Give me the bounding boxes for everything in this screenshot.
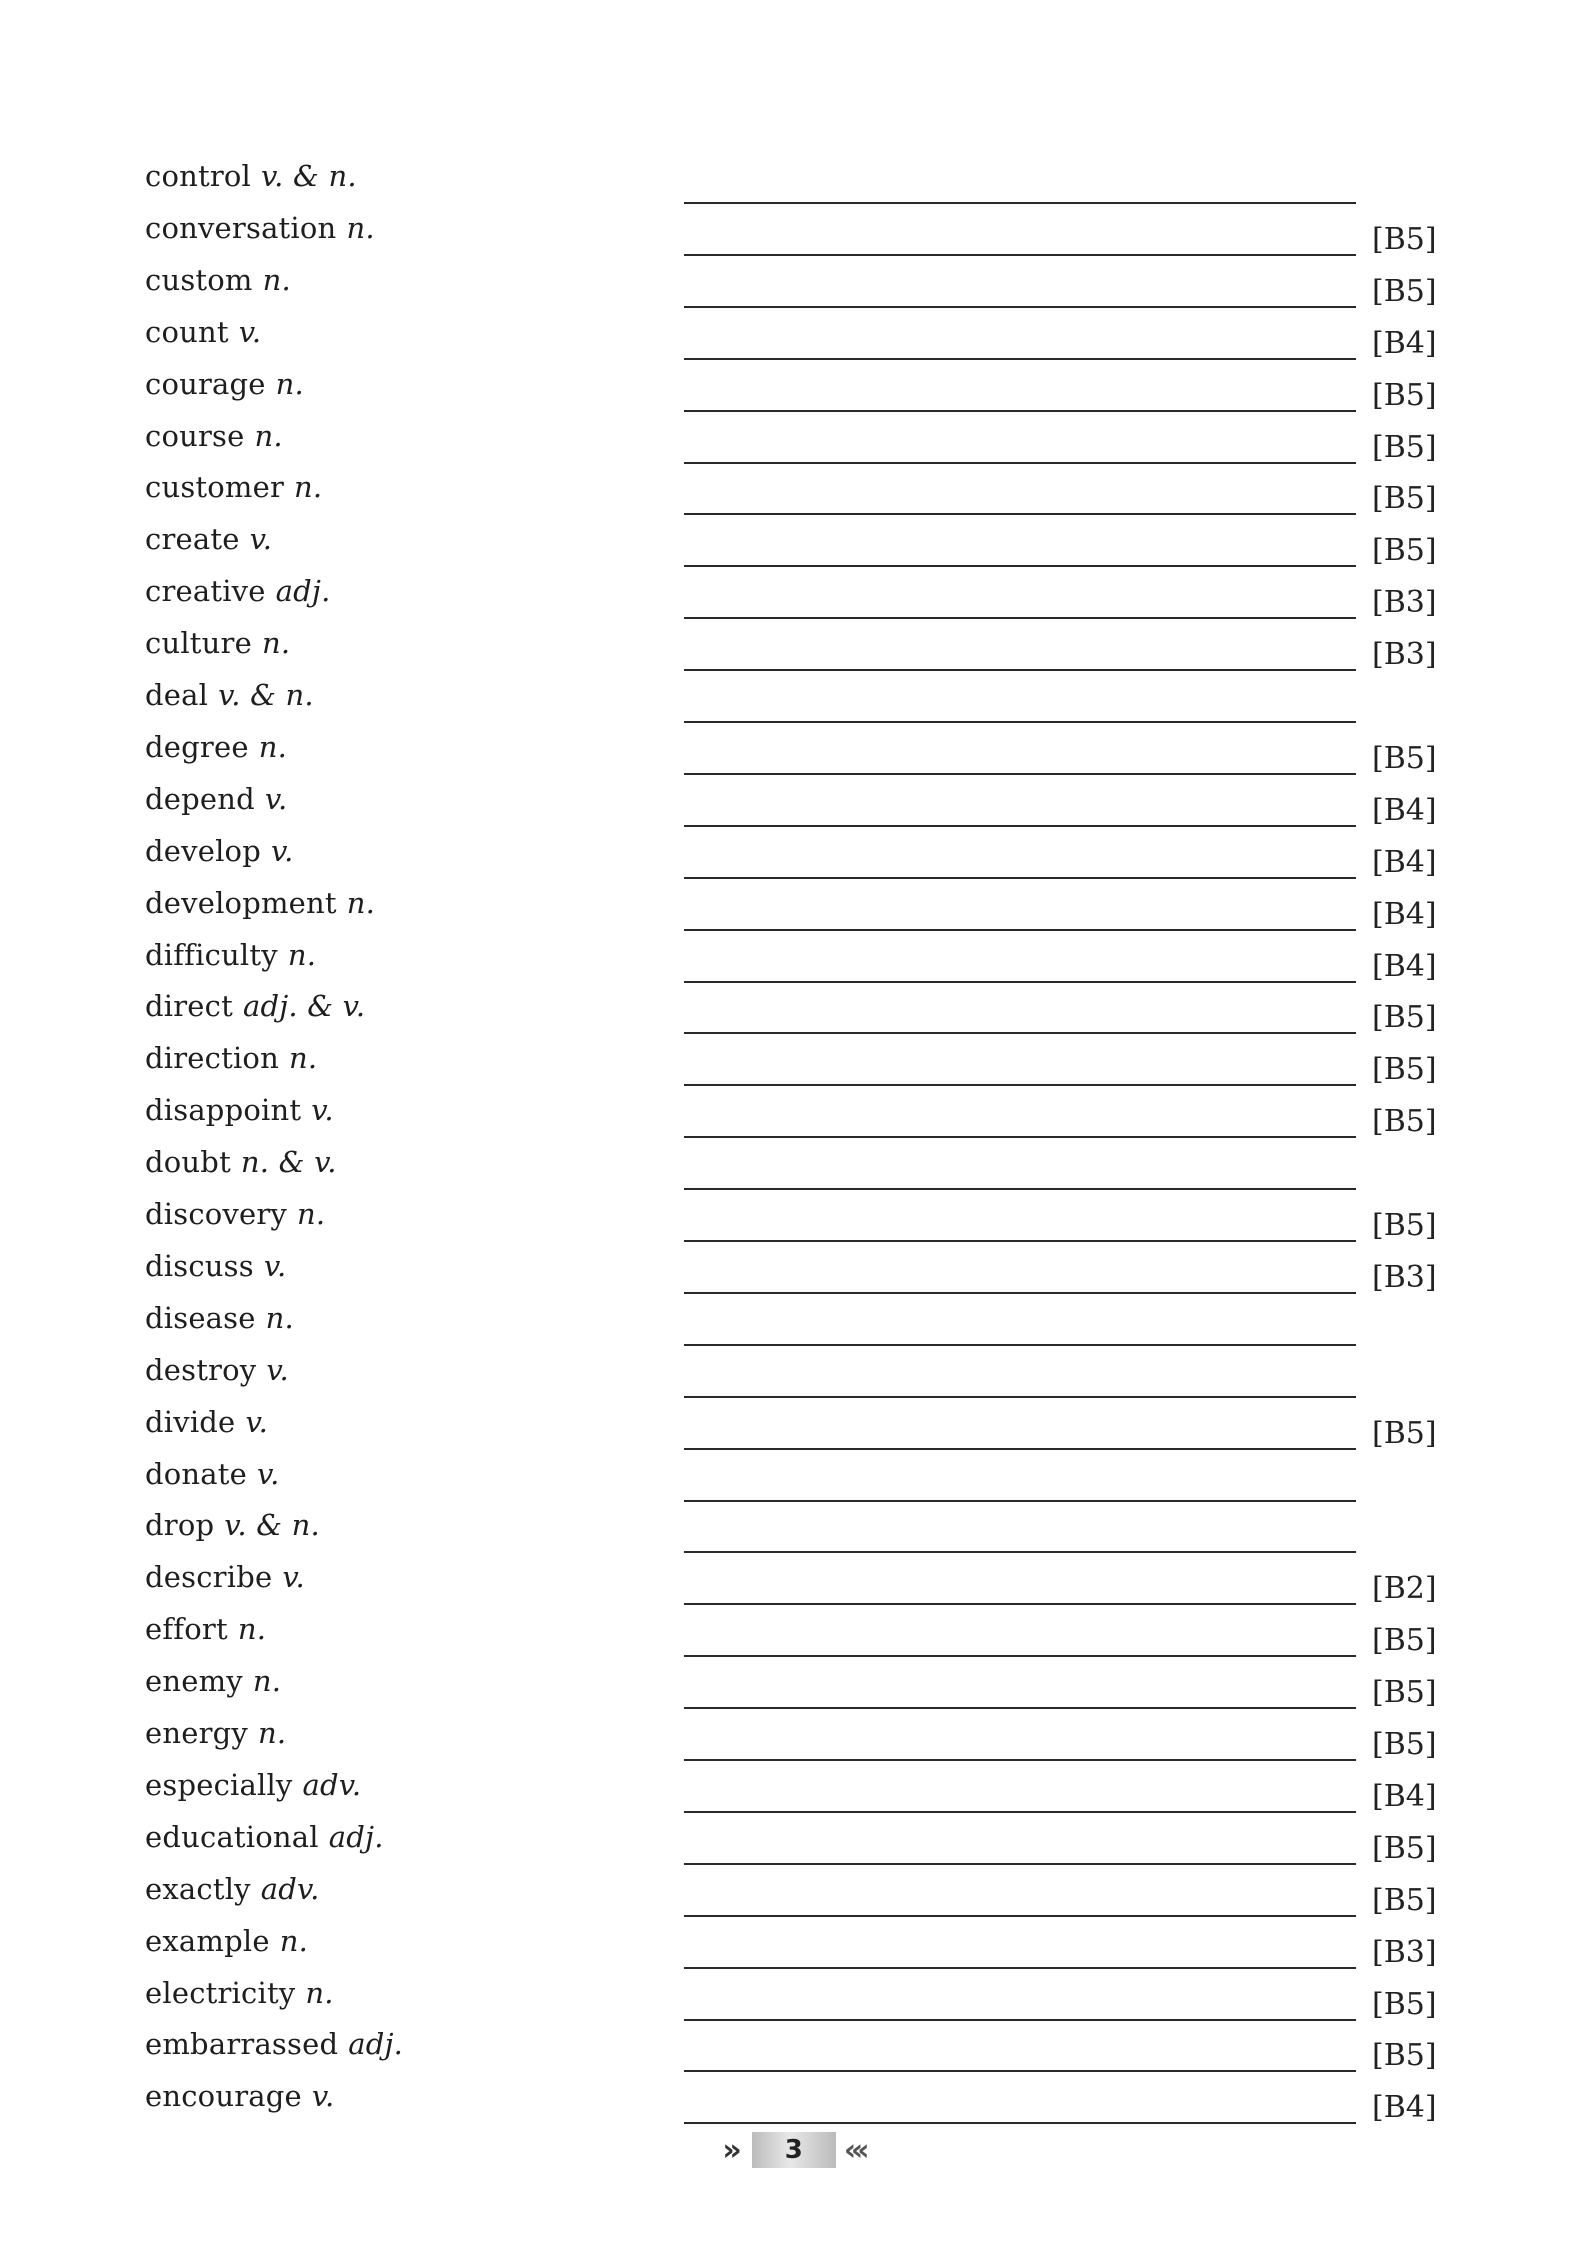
vocab-word: customer	[145, 470, 285, 505]
vocab-entry	[145, 156, 357, 196]
answer-blank-line[interactable]	[684, 462, 1356, 464]
level-tag: [B5]	[1372, 1052, 1437, 1088]
vocab-entry	[145, 675, 314, 715]
vocab-word: courage	[145, 366, 266, 401]
vocab-entry	[145, 831, 294, 871]
part-of-speech: n.	[294, 470, 323, 505]
vocab-word: educational	[145, 1819, 319, 1854]
level-tag: [B5]	[1372, 377, 1437, 413]
level-tag: [B5]	[1372, 221, 1437, 257]
part-of-speech: adj.	[328, 1819, 384, 1854]
vocab-row	[0, 1090, 1586, 1142]
part-of-speech: n.	[346, 210, 375, 245]
vocab-word: custom	[145, 262, 253, 297]
answer-blank-line[interactable]	[684, 1084, 1356, 1086]
vocab-word: conversation	[145, 210, 337, 245]
vocab-row	[0, 1402, 1586, 1454]
vocab-row	[0, 1454, 1586, 1506]
answer-blank-line[interactable]	[684, 410, 1356, 412]
vocab-row	[0, 1142, 1586, 1194]
part-of-speech: adj. & v.	[242, 989, 366, 1024]
answer-blank-line[interactable]	[684, 1032, 1356, 1034]
level-tag: [B5]	[1372, 273, 1437, 309]
level-tag: [B4]	[1372, 792, 1437, 828]
vocab-word: drop	[145, 1508, 215, 1543]
answer-blank-line[interactable]	[684, 2122, 1356, 2124]
vocab-word: creative	[145, 574, 266, 609]
level-tag: [B4]	[1372, 325, 1437, 361]
vocab-row	[0, 467, 1586, 519]
vocab-entry	[145, 467, 322, 507]
vocab-row	[0, 1194, 1586, 1246]
vocab-row	[0, 623, 1586, 675]
level-tag: [B4]	[1372, 896, 1437, 932]
vocab-row	[0, 260, 1586, 312]
level-tag: [B5]	[1372, 1882, 1437, 1918]
answer-blank-line[interactable]	[684, 877, 1356, 879]
answer-blank-line[interactable]	[684, 202, 1356, 204]
vocab-word: course	[145, 418, 245, 453]
answer-blank-line[interactable]	[684, 2070, 1356, 2072]
vocab-row	[0, 1298, 1586, 1350]
vocab-word: culture	[145, 626, 252, 661]
vocab-word: destroy	[145, 1352, 257, 1387]
vocab-row	[0, 1350, 1586, 1402]
part-of-speech: v.	[311, 1093, 334, 1128]
vocab-entry	[145, 519, 272, 559]
part-of-speech: n.	[275, 366, 304, 401]
answer-blank-line[interactable]	[684, 1655, 1356, 1657]
vocab-entry	[145, 986, 365, 1026]
vocab-row	[0, 1973, 1586, 2025]
answer-blank-line[interactable]	[684, 1967, 1356, 1969]
vocab-entry	[145, 208, 375, 248]
level-tag: [B5]	[1372, 1727, 1437, 1762]
vocab-word: especially	[145, 1767, 293, 1802]
level-tag: [B5]	[1372, 481, 1437, 517]
vocab-row	[0, 1609, 1586, 1661]
level-tag: [B5]	[1372, 1000, 1437, 1036]
vocab-row	[0, 2024, 1586, 2076]
part-of-speech: n.	[346, 885, 376, 920]
vocab-word: disappoint	[145, 1093, 302, 1128]
level-tag: [B5]	[1372, 429, 1437, 465]
part-of-speech: v.	[270, 833, 294, 868]
part-of-speech: adj.	[348, 2027, 404, 2062]
answer-blank-line[interactable]	[684, 825, 1356, 827]
vocab-entry	[145, 2024, 403, 2064]
vocab-row	[0, 571, 1586, 623]
vocab-row	[0, 519, 1586, 571]
vocab-row	[0, 208, 1586, 260]
part-of-speech: v. & n.	[261, 159, 357, 193]
vocab-word: control	[145, 159, 252, 193]
answer-blank-line[interactable]	[684, 1603, 1356, 1605]
vocab-row	[0, 1246, 1586, 1298]
level-tag: [B5]	[1372, 1623, 1437, 1659]
answer-blank-line[interactable]	[684, 1707, 1356, 1709]
vocab-entry	[145, 883, 375, 923]
vocab-row	[0, 156, 1586, 208]
answer-blank-line[interactable]	[684, 254, 1356, 256]
level-tag: [B3]	[1372, 585, 1437, 621]
vocab-entry	[145, 1350, 289, 1390]
vocab-row	[0, 312, 1586, 364]
vocab-row	[0, 883, 1586, 935]
answer-blank-line[interactable]	[684, 1448, 1356, 1450]
vocab-word: describe	[145, 1560, 273, 1595]
vocab-word: count	[145, 314, 229, 349]
answer-blank-line[interactable]	[684, 513, 1356, 515]
vocab-entry	[145, 1817, 384, 1857]
level-tag: [B5]	[1372, 740, 1437, 776]
part-of-speech: v.	[263, 1248, 287, 1283]
answer-blank-line[interactable]	[684, 1500, 1356, 1502]
answer-blank-line[interactable]	[684, 1136, 1356, 1138]
vocab-entry	[145, 1973, 334, 2013]
answer-blank-line[interactable]	[684, 1811, 1356, 1813]
part-of-speech: n.	[287, 937, 317, 972]
vocab-row	[0, 727, 1586, 779]
vocab-word: deal	[145, 678, 209, 712]
vocab-word: discuss	[145, 1248, 254, 1283]
part-of-speech: v.	[257, 1456, 280, 1491]
answer-blank-line[interactable]	[684, 1759, 1356, 1761]
answer-blank-line[interactable]	[684, 981, 1356, 983]
vocab-row	[0, 1713, 1586, 1765]
vocab-row	[0, 1038, 1586, 1090]
vocab-row	[0, 986, 1586, 1038]
vocab-row	[0, 416, 1586, 468]
vocab-row	[0, 364, 1586, 416]
answer-blank-line[interactable]	[684, 929, 1356, 931]
vocab-entry	[145, 1090, 334, 1130]
vocab-word: disease	[145, 1300, 256, 1335]
vocab-entry	[145, 1454, 280, 1494]
level-tag: [B5]	[1372, 2038, 1437, 2074]
vocab-word: embarrassed	[145, 2027, 339, 2062]
vocab-row	[0, 675, 1586, 727]
answer-blank-line[interactable]	[684, 1292, 1356, 1294]
vocab-word: divide	[145, 1404, 236, 1439]
level-tag: [B5]	[1372, 1830, 1437, 1866]
part-of-speech: v.	[245, 1404, 268, 1439]
vocab-entry	[145, 1765, 361, 1805]
part-of-speech: n. & v.	[240, 1145, 337, 1180]
level-tag: [B5]	[1372, 1208, 1437, 1243]
part-of-speech: v.	[266, 1352, 289, 1387]
vocab-row	[0, 1505, 1586, 1557]
part-of-speech: n.	[265, 1300, 294, 1335]
part-of-speech: n.	[258, 729, 287, 764]
answer-blank-line[interactable]	[684, 669, 1356, 671]
vocab-entry	[145, 571, 331, 611]
answer-blank-line[interactable]	[684, 721, 1356, 723]
vocab-entry	[145, 1609, 266, 1649]
vocab-word: difficulty	[145, 937, 278, 972]
vocab-entry	[145, 779, 287, 819]
vocab-entry	[145, 1038, 317, 1078]
level-tag: [B4]	[1372, 2090, 1437, 2126]
part-of-speech: v.	[249, 522, 273, 557]
vocab-row	[0, 1869, 1586, 1921]
vocab-entry	[145, 1505, 320, 1545]
vocab-word: exactly	[145, 1871, 251, 1906]
level-tag: [B3]	[1372, 1934, 1437, 1970]
level-tag: [B5]	[1372, 1675, 1437, 1711]
vocab-entry	[145, 1921, 308, 1961]
part-of-speech: v.	[238, 314, 262, 349]
vocab-word: degree	[145, 729, 249, 764]
answer-blank-line[interactable]	[684, 1240, 1356, 1242]
vocab-word: example	[145, 1923, 270, 1958]
vocab-entry	[145, 364, 304, 404]
answer-blank-line[interactable]	[684, 306, 1356, 308]
vocab-entry	[145, 623, 290, 663]
vocab-row	[0, 1817, 1586, 1869]
vocab-entry	[145, 727, 287, 767]
vocab-row	[0, 1661, 1586, 1713]
vocab-word: effort	[145, 1612, 228, 1647]
vocab-word: create	[145, 522, 240, 557]
answer-blank-line[interactable]	[684, 773, 1356, 775]
part-of-speech: v. & n.	[218, 678, 314, 712]
vocab-word: electricity	[145, 1975, 296, 2010]
level-tag: [B3]	[1372, 637, 1437, 673]
vocab-row	[0, 831, 1586, 883]
answer-blank-line[interactable]	[684, 1863, 1356, 1865]
vocab-word: direct	[145, 989, 233, 1024]
vocab-entry	[145, 1142, 337, 1182]
answer-blank-line[interactable]	[684, 565, 1356, 567]
part-of-speech: n.	[288, 1041, 318, 1076]
page-number: 3	[752, 2132, 836, 2168]
page-footer	[0, 2130, 1586, 2170]
vocab-entry	[145, 312, 261, 352]
level-tag: [B5]	[1372, 1986, 1437, 2022]
vocab-entry	[145, 1557, 305, 1597]
vocab-row	[0, 1921, 1586, 1973]
part-of-speech: n.	[305, 1975, 334, 2010]
answer-blank-line[interactable]	[684, 1396, 1356, 1398]
answer-blank-line[interactable]	[684, 2019, 1356, 2021]
level-tag: [B5]	[1372, 533, 1437, 569]
answer-blank-line[interactable]	[684, 1915, 1356, 1917]
level-tag: [B5]	[1372, 1104, 1437, 1140]
vocab-row	[0, 935, 1586, 987]
answer-blank-line[interactable]	[684, 617, 1356, 619]
level-tag: [B5]	[1372, 1415, 1437, 1451]
part-of-speech: n.	[262, 262, 291, 297]
level-tag: [B4]	[1372, 1778, 1437, 1814]
vocab-entry	[145, 1661, 281, 1701]
vocab-entry	[145, 1194, 325, 1234]
answer-blank-line[interactable]	[684, 358, 1356, 360]
vocab-word: direction	[145, 1041, 279, 1076]
double-chevron-right-icon: »	[722, 2132, 734, 2168]
vocab-word: encourage	[145, 2079, 302, 2114]
vocab-entry	[145, 260, 291, 300]
vocab-row	[0, 2076, 1586, 2128]
vocab-entry	[145, 1246, 286, 1286]
part-of-speech: adv.	[260, 1871, 320, 1906]
part-of-speech: adj.	[275, 574, 331, 609]
vocab-row	[0, 1765, 1586, 1817]
level-tag: [B4]	[1372, 844, 1437, 880]
vocab-word: depend	[145, 781, 255, 816]
vocab-entry	[145, 935, 316, 975]
part-of-speech: n.	[258, 1716, 287, 1750]
vocab-entry	[145, 1713, 286, 1753]
vocab-word: discovery	[145, 1197, 288, 1231]
part-of-speech: v. & n.	[224, 1508, 320, 1543]
vocab-word: energy	[145, 1716, 249, 1750]
part-of-speech: n.	[252, 1664, 282, 1699]
vocab-row	[0, 1557, 1586, 1609]
vocab-row	[0, 779, 1586, 831]
part-of-speech: n.	[261, 626, 291, 661]
part-of-speech: v.	[311, 2079, 335, 2114]
part-of-speech: v.	[282, 1560, 305, 1595]
vocab-word: enemy	[145, 1664, 243, 1699]
vocab-entry	[145, 2076, 334, 2116]
part-of-speech: n.	[237, 1612, 267, 1647]
level-tag: [B3]	[1372, 1259, 1437, 1295]
part-of-speech: n.	[254, 418, 283, 453]
part-of-speech: v.	[264, 781, 288, 816]
level-tag: [B4]	[1372, 948, 1437, 984]
double-chevron-left-icon: «‹	[843, 2132, 864, 2168]
answer-blank-line[interactable]	[684, 1551, 1356, 1553]
part-of-speech: adv.	[302, 1767, 362, 1802]
answer-blank-line[interactable]	[684, 1188, 1356, 1190]
vocab-entry	[145, 1869, 320, 1909]
vocab-entry	[145, 1298, 294, 1338]
vocab-word: donate	[145, 1456, 248, 1491]
vocab-entry	[145, 1402, 268, 1442]
vocab-word: development	[145, 885, 337, 920]
answer-blank-line[interactable]	[684, 1344, 1356, 1346]
vocab-entry	[145, 416, 283, 456]
vocab-word: doubt	[145, 1145, 231, 1180]
level-tag: [B2]	[1372, 1571, 1437, 1607]
part-of-speech: n.	[279, 1923, 309, 1958]
part-of-speech: n.	[297, 1197, 326, 1231]
vocab-word: develop	[145, 833, 261, 868]
